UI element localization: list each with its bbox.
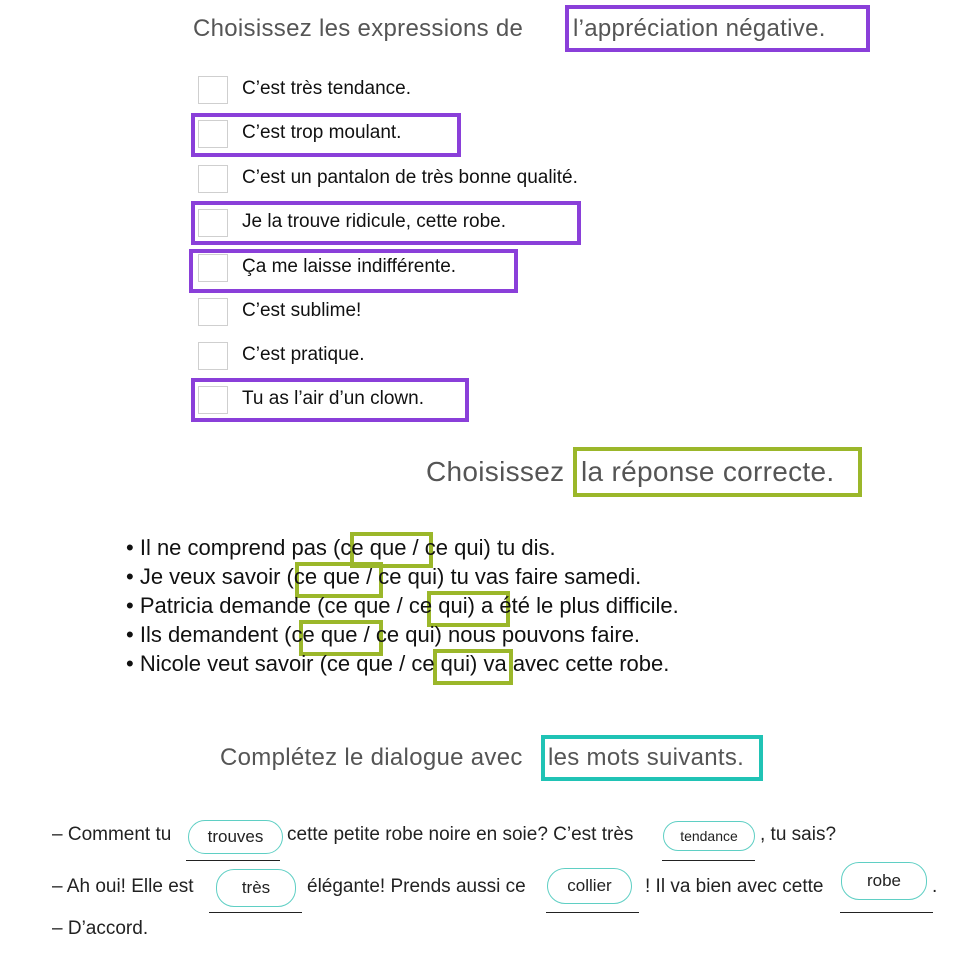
section1-title [193,15,523,43]
option-checkbox[interactable] [198,209,228,237]
sentence-start: Nicole veut savoir ( [139,651,327,676]
option-checkbox[interactable] [198,386,228,414]
choice-ce-qui[interactable]: ce qui [378,564,438,589]
dialogue-line-2-after: ! Il va bien avec cette [645,876,824,897]
sentence-end: ) nous pouvons faire. [434,622,641,647]
option-checkbox[interactable] [198,76,228,104]
bullet-item [126,651,669,677]
word-slot-robe[interactable]: robe [841,862,927,900]
sentence-end: ) va avec cette robe. [470,651,670,676]
blank-underline [840,912,933,913]
choice-separator: / [392,651,412,676]
bullet-item [126,593,679,619]
blank-underline [546,912,639,913]
choice-separator: / [390,593,409,618]
dialogue-line-2-start: – Ah oui! Elle est [52,876,194,897]
bullet-mark: • [126,622,134,647]
section3-title-highlight: les mots suivants. [548,744,745,771]
bullet-mark: • [126,593,134,618]
bullet-item [126,564,641,590]
option-label: Je la trouve ridicule, cette robe. [242,211,507,232]
option-label: Tu as l’air d’un clown. [242,388,424,409]
word-slot-tres[interactable]: très [216,869,296,907]
bullet-mark: • [126,651,134,676]
dialogue-line-3: – D’accord. [52,918,149,939]
section3-title: Complétez le dialogue avec [220,744,523,771]
option-label: C’est trop moulant. [242,122,402,143]
sentence-start: Ils demandent ( [139,622,292,647]
section1-title-highlight: l’appréciation négative. [573,15,826,42]
word-slot-tendance[interactable]: tendance [663,821,755,851]
choice-ce-que[interactable]: ce que [340,535,407,560]
option-checkbox[interactable] [198,342,228,370]
dialogue-line-1-end: , tu sais? [760,824,837,845]
dialogue-line-2-middle: élégante! Prends aussi ce [307,876,526,897]
choice-separator: / [406,535,425,560]
choice-ce-qui[interactable]: ce qui [408,593,468,618]
sentence-start: Je veux savoir ( [139,564,294,589]
option-checkbox[interactable] [198,165,228,193]
choice-ce-que[interactable]: ce que [293,564,360,589]
choice-ce-qui[interactable]: ce qui [375,622,435,647]
section1-title-text: Choisissez les expressions de [193,15,524,42]
option-checkbox[interactable] [198,120,228,148]
sentence-end: ) tu vas faire samedi. [437,564,642,589]
choice-ce-qui[interactable]: ce qui [411,651,471,676]
sentence-start: Il ne comprend pas ( [139,535,341,560]
sentence-end: ) tu dis. [483,535,556,560]
bullet-mark: • [126,535,134,560]
blank-underline [186,860,280,861]
choice-separator: / [359,564,379,589]
choice-ce-qui[interactable]: ce qui [424,535,484,560]
blank-underline [662,860,755,861]
section2-title-highlight: la réponse correcte. [581,456,835,487]
sentence-end: ) a été le plus difficile. [467,593,679,618]
option-label: Ça me laisse indifférente. [242,256,457,277]
section2-title: Choisissez [426,456,565,487]
option-checkbox[interactable] [198,298,228,326]
sentence-start: Patricia demande ( [139,593,325,618]
dialogue-line-2-end: . [932,876,938,897]
option-label: C’est pratique. [242,344,365,365]
option-label: C’est très tendance. [242,78,411,99]
dialogue-line-1-middle: cette petite robe noire en soie? C’est très [287,824,634,845]
bullet-mark: • [126,564,134,589]
choice-ce-que[interactable]: ce que [291,622,358,647]
choice-separator: / [357,622,376,647]
bullet-item [126,535,556,561]
dialogue-line-1-start: – Comment tu [52,824,172,845]
option-label: C’est un pantalon de très bonne qualité. [242,167,578,188]
blank-underline [209,912,302,913]
option-checkbox[interactable] [198,254,228,282]
choice-ce-que[interactable]: ce que [326,651,393,676]
option-label: C’est sublime! [242,300,362,321]
choice-ce-que[interactable]: ce que [324,593,391,618]
word-slot-collier[interactable]: collier [547,868,632,904]
word-slot-trouves[interactable]: trouves [188,820,283,854]
bullet-item [126,622,640,648]
